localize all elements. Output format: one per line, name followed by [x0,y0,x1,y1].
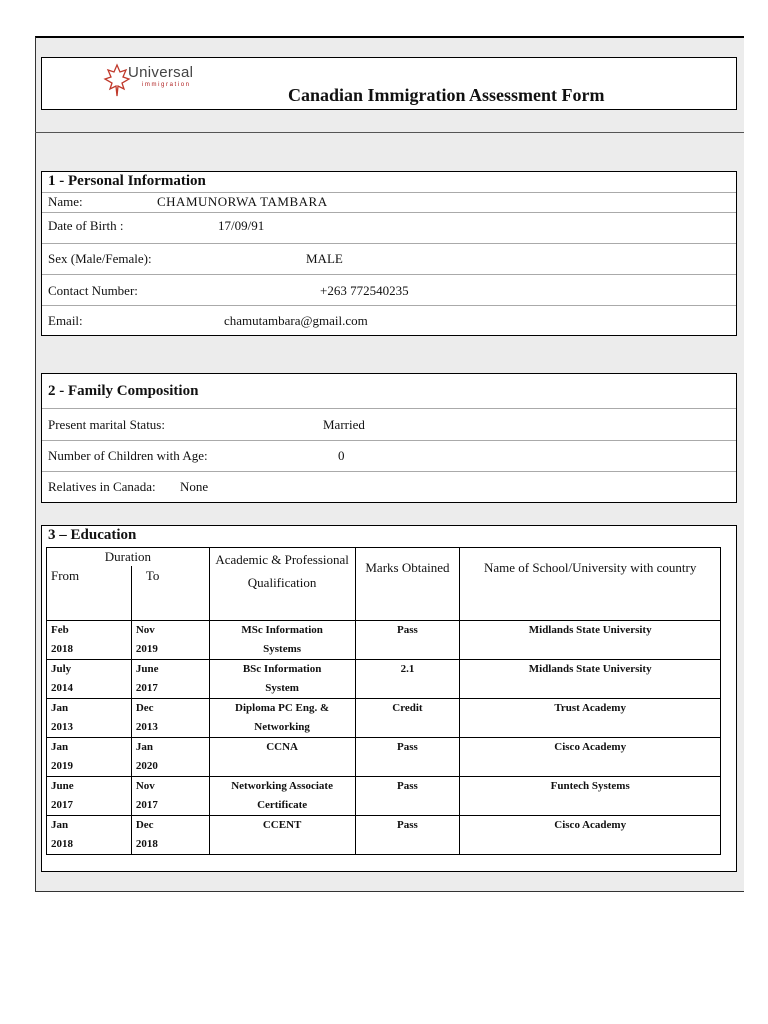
marks-cell [355,738,460,777]
school-cell [460,816,721,855]
field-row-sex [42,243,736,275]
cell-year: 2019 [51,760,73,772]
marks-cell [355,699,460,738]
section-title: 2 - Family Composition [48,383,199,399]
field-row-marital [42,408,736,440]
cell-year: 2014 [51,682,73,694]
cell-text: Pass [397,780,418,792]
cell-year: 2018 [135,838,158,850]
cell-text: Pass [397,624,418,636]
field-row-relatives [42,471,736,503]
school-header: Name of School/University with country [460,548,721,621]
cell-text: CCENT [262,819,302,831]
from-cell [47,738,132,777]
education-table [46,547,721,855]
field-label: Present marital Status: [48,417,165,432]
field-value: None [180,479,209,494]
from-cell [47,816,132,855]
personal-info-section [41,171,737,336]
field-value: CHAMUNORWA TAMBARA [157,194,328,209]
cell-year: 2013 [51,721,73,733]
education-section [41,525,737,872]
cell-year: 2019 [135,643,158,655]
field-value: +263 772540235 [320,283,409,298]
cell-text: Jan [51,741,69,753]
cell-text: Cisco Academy [554,819,627,831]
table-row [47,699,721,738]
cell-text: 2.1 [400,663,415,675]
from-cell [47,777,132,816]
cell-text: July [51,663,72,675]
cell-text: Feb [51,624,69,636]
cell-text: Funtech Systems [550,780,630,792]
cell-text: Jan [135,741,153,753]
cell-year: 2018 [51,643,73,655]
marks-cell [355,621,460,660]
cell-text: Midlands State University [528,624,652,636]
from-cell [47,660,132,699]
to-cell [131,738,209,777]
cell-year: 2017 [51,799,73,811]
field-value: chamutambara@gmail.com [224,313,368,328]
school-cell [460,621,721,660]
field-row-dob [42,212,736,244]
cell-text: CCNA [266,741,298,753]
section-title: 1 - Personal Information [48,173,206,189]
field-label: Date of Birth : [48,218,124,233]
cell-text: MSc Information Systems [241,624,323,655]
field-value: 17/09/91 [218,218,265,233]
school-cell [460,738,721,777]
cell-text: June [135,663,159,675]
field-row-email [42,305,736,337]
universal-immigration-logo [102,62,262,102]
to-cell [131,699,209,738]
form-header [41,57,737,110]
field-label: Email: [48,313,83,328]
cell-text: Credit [392,702,423,714]
qualification-header: Academic & Professional Qualification [209,548,355,621]
cell-year: 2017 [135,799,158,811]
to-cell [131,777,209,816]
duration-header: Duration [47,548,210,567]
marks-cell [355,660,460,699]
from-cell [47,699,132,738]
logo-subtitle: immigration [142,82,191,88]
section-title: 3 – Education [48,527,137,543]
qualification-cell [209,738,355,777]
qualification-cell [209,816,355,855]
marks-cell [355,816,460,855]
field-row-contact [42,274,736,306]
cell-text: Networking Associate Certificate [231,780,333,811]
family-composition-section [41,373,737,503]
marks-header: Marks Obtained [355,548,460,621]
cell-year: 2020 [135,760,158,772]
field-row-children [42,440,736,472]
cell-text: June [51,780,74,792]
table-row [47,777,721,816]
field-label: Contact Number: [48,283,138,298]
qualification-cell [209,660,355,699]
qualification-cell [209,777,355,816]
table-header-row [47,548,721,567]
to-cell [131,816,209,855]
school-cell [460,660,721,699]
field-row-name [42,192,736,212]
school-cell [460,699,721,738]
table-row [47,621,721,660]
cell-text: Pass [397,819,418,831]
cell-text: Cisco Academy [554,741,627,753]
cell-text: Dec [135,819,154,831]
field-value: 0 [338,448,345,463]
form-title: Canadian Immigration Assessment Form [288,85,605,105]
cell-text: Diploma PC Eng. & Networking [235,702,330,733]
school-cell [460,777,721,816]
cell-text: Dec [135,702,154,714]
field-label: Relatives in Canada: [48,479,156,494]
cell-text: BSc Information System [242,663,322,694]
table-row [47,738,721,777]
field-label: Name: [48,194,83,209]
cell-text: Jan [51,702,69,714]
table-row [47,816,721,855]
table-row [47,660,721,699]
to-header: To [131,566,209,621]
marks-cell [355,777,460,816]
from-cell [47,621,132,660]
cell-text: Nov [135,780,155,792]
logo-word: Universal [128,64,194,81]
cell-text: Midlands State University [528,663,652,675]
cell-text: Nov [135,624,155,636]
from-header: From [47,566,132,621]
cell-year: 2013 [135,721,158,733]
cell-text: Jan [51,819,69,831]
cell-text: Trust Academy [554,702,626,714]
to-cell [131,621,209,660]
qualification-cell [209,699,355,738]
divider [35,132,744,133]
field-label: Sex (Male/Female): [48,251,152,266]
to-cell [131,660,209,699]
cell-year: 2017 [135,682,158,694]
cell-year: 2018 [51,838,73,850]
field-label: Number of Children with Age: [48,448,208,463]
cell-text: Pass [397,741,418,753]
qualification-cell [209,621,355,660]
field-value: Married [323,417,365,432]
field-value: MALE [306,251,343,266]
